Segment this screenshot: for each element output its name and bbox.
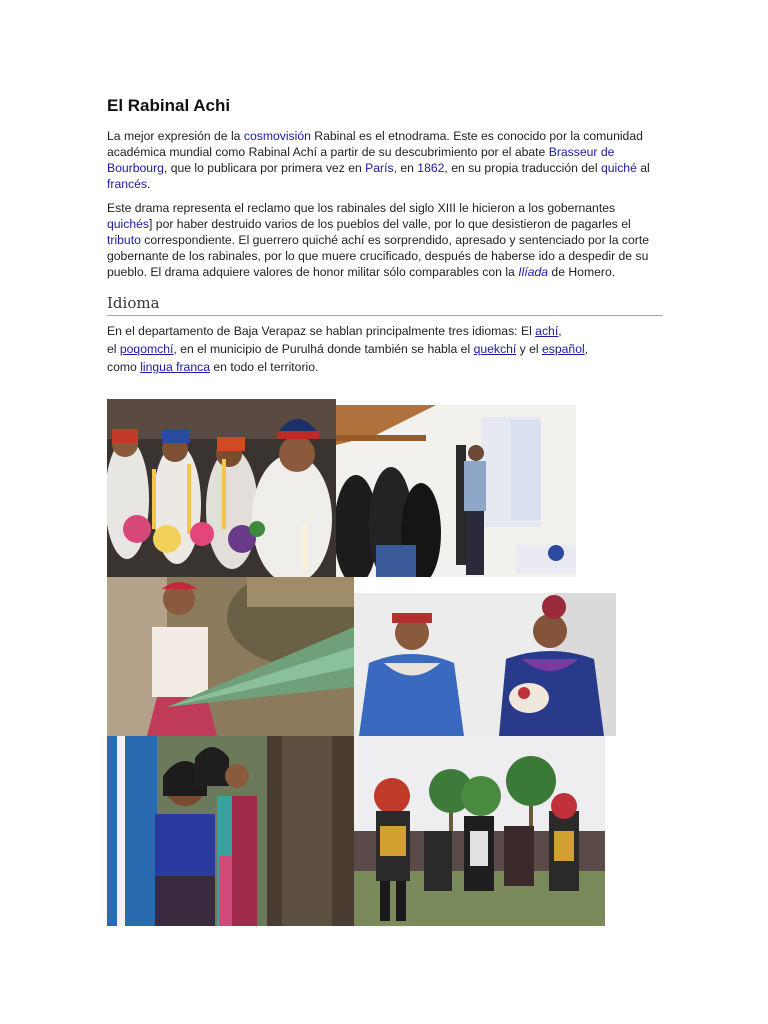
link-quiche[interactable]: quiché xyxy=(600,161,637,175)
text: correspondiente. El guerrero quiché achí es sorprendido, apresado y sentenciado por la corte gobernante de los rabinales, por lo que muere crucificado, después de haberse ido a despedir de su pueblo. El drama adquiere valores de honor militar sólo comparables con la xyxy=(107,233,649,279)
link-iliada[interactable]: Ilíada xyxy=(518,265,549,279)
text: , en xyxy=(393,161,418,175)
text: como xyxy=(107,360,141,374)
text: de Homero. xyxy=(548,265,616,279)
text: , en el municipio de Purulhá donde también se habla el xyxy=(173,342,474,356)
photo-classroom xyxy=(336,405,576,577)
text: La mejor expresión de la xyxy=(107,129,244,143)
text: y el xyxy=(516,342,542,356)
link-1862[interactable]: 1862 xyxy=(417,161,445,175)
paragraph-intro xyxy=(107,128,663,192)
photo-two-women xyxy=(354,593,616,736)
text: el xyxy=(107,342,120,356)
text: Rabinal es el etnodrama. Este es conocido por la comunidad académica mundial como Rabinal Achí a partir de su descubrimiento por el abate xyxy=(107,129,643,159)
text: Este drama representa el reclamo que los rabinales del siglo XIII le hicieron a los gobernantes xyxy=(107,201,616,215)
link-frances[interactable]: francés xyxy=(107,177,147,191)
photo-girl-weaving xyxy=(107,577,354,736)
text: , en su propia traducción del xyxy=(444,161,601,175)
paragraph-drama xyxy=(107,200,663,280)
text: En el departamento de Baja Verapaz se hablan principalmente tres idiomas: El xyxy=(107,324,536,338)
link-cosmovision[interactable]: cosmovisión xyxy=(243,129,311,143)
text: , xyxy=(584,342,589,356)
link-espanol[interactable]: español xyxy=(542,342,585,356)
link-achi[interactable]: achí xyxy=(535,324,559,338)
text: ] por haber destruido varios de los pueblos del valle, por lo que desistieron de pagarles el xyxy=(149,217,631,231)
idioma-section xyxy=(107,322,663,376)
section-heading-idioma: Idioma xyxy=(107,294,663,316)
link-tributo[interactable]: tributo xyxy=(107,233,141,247)
text: en todo el territorio. xyxy=(210,360,319,374)
photo-procession-candles xyxy=(107,399,336,577)
text: , que lo publicara por primera vez en xyxy=(163,161,366,175)
text: , xyxy=(558,324,562,338)
paragraph-idiomas xyxy=(107,322,663,376)
link-brasseur[interactable]: Brasseur de Bourbourg xyxy=(107,145,615,175)
link-quekchi[interactable]: quekchí xyxy=(473,342,517,356)
text: . xyxy=(146,177,151,191)
photo-dancers xyxy=(354,736,605,926)
text: al xyxy=(636,161,650,175)
link-lingua-franca[interactable]: lingua franca xyxy=(140,360,210,374)
article xyxy=(107,96,663,376)
link-poqomchi[interactable]: poqomchí xyxy=(119,342,174,356)
page-title: El Rabinal Achi xyxy=(107,96,231,115)
photo-children xyxy=(107,736,354,926)
link-paris[interactable]: París xyxy=(365,161,394,175)
link-quiches[interactable]: quichés xyxy=(107,217,150,231)
